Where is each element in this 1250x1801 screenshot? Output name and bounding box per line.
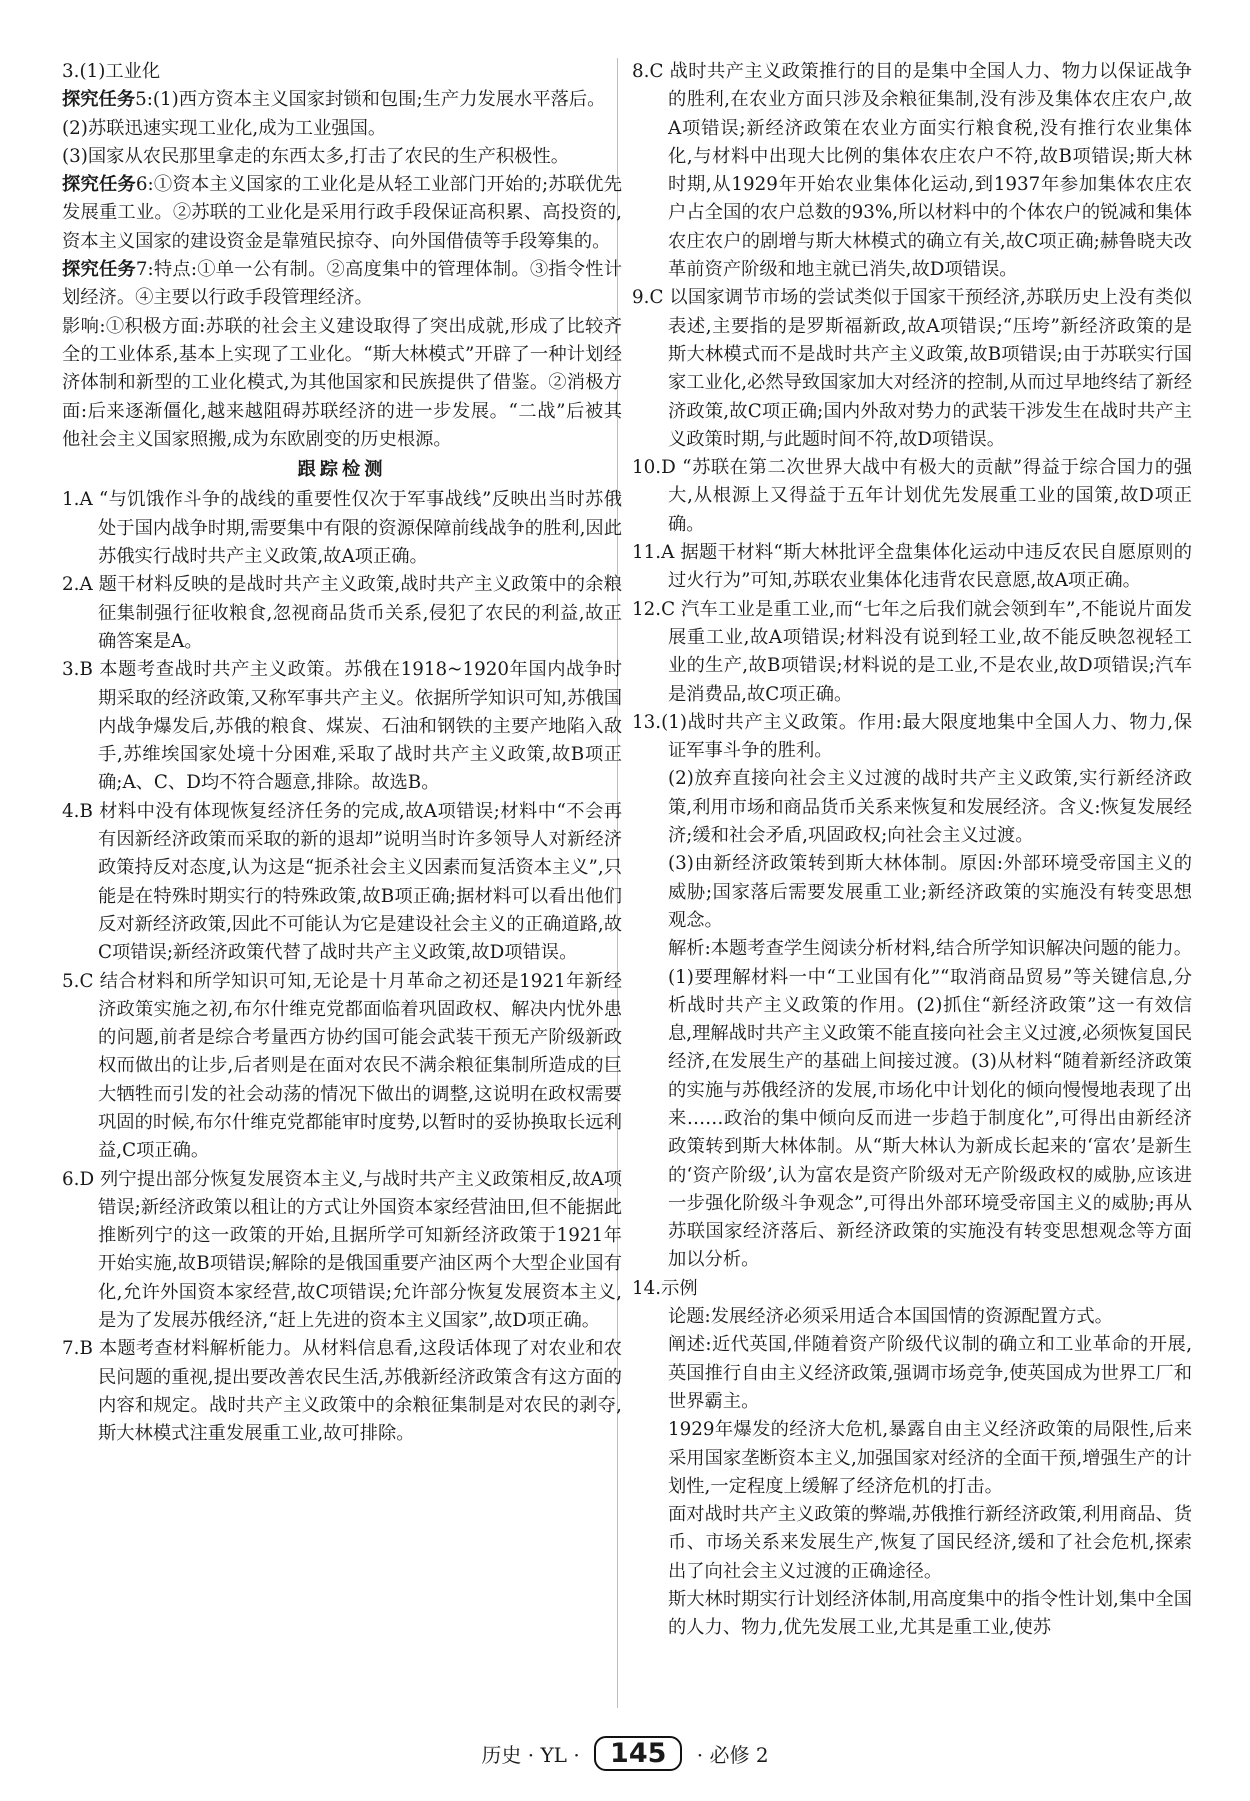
paragraph <box>632 1416 1192 1501</box>
paragraph-text: 面对战时共产主义政策的弊端,苏俄推行新经济政策,利用商品、货币、市场关系来发展生产,恢复了国民经济,缓和了社会危机,探索出了向社会主义过渡的正确途径。 <box>668 1504 1192 1582</box>
right-column <box>632 58 1192 1643</box>
paragraph <box>62 86 622 114</box>
paragraph <box>62 58 622 86</box>
paragraph-text: 斯大林时期实行计划经济体制,用高度集中的指令性计划,集中全国的人力、物力,优先发展工业,尤其是重工业,使苏 <box>668 1589 1192 1639</box>
paragraph-text: 5:(1)西方资本主义国家封锁和包围;生产力发展水平落后。 <box>135 89 606 111</box>
paragraph <box>632 539 1192 596</box>
task-label: 探究任务 <box>62 89 136 111</box>
paragraph <box>62 256 622 313</box>
paragraph-text: 7:特点:①单一公有制。②高度集中的管理体制。③指令性计划经济。④主要以行政手段管理经济。 <box>62 259 623 309</box>
paragraph <box>632 1275 1192 1303</box>
paragraph <box>632 709 1192 766</box>
paragraph <box>62 143 622 171</box>
paragraph <box>632 765 1192 850</box>
left-column <box>62 58 622 1449</box>
paragraph-text: (2)苏联迅速实现工业化,成为工业强国。 <box>62 117 387 139</box>
paragraph <box>62 798 622 968</box>
paragraph <box>632 596 1192 709</box>
paragraph <box>62 571 622 656</box>
paragraph-text: 13.(1)战时共产主义政策。作用:最大限度地集中全国人力、物力,保证军事斗争的胜利。 <box>632 711 1192 762</box>
paragraph <box>632 284 1192 454</box>
paragraph-text: 3.B 本题考查战时共产主义政策。苏俄在1918~1920年国内战争时期采取的经济政策,又称军事共产主义。依据所学知识可知,苏俄国内战争爆发后,苏俄的粮食、煤炭、石油和钢铁的主要产地陷入敌手,苏维埃国家处境十分困难,采取了战时共产主义政策,故B项正确;A、C、D均不符合题意,排除。故选B。 <box>62 659 622 794</box>
paragraph-text: 阐述:近代英国,伴随着资产阶级代议制的确立和工业革命的开展,英国推行自由主义经济政策,强调市场竞争,使英国成为世界工厂和世界霸主。 <box>668 1334 1192 1412</box>
paragraph <box>62 968 622 1166</box>
paragraph-text: 12.C 汽车工业是重工业,而“七年之后我们就会领到车”,不能说片面发展重工业,故A项错误;材料没有说到轻工业,故不能反映忽视轻工业的生产,故B项错误;材料说的是工业,不是农业,故D项错误;汽车是消费品,故C项正确。 <box>632 598 1192 705</box>
paragraph <box>62 313 622 454</box>
paragraph-text: (3)由新经济政策转到斯大林体制。原因:外部环境受帝国主义的威胁;国家落后需要发展重工业;新经济政策的实施没有转变思想观念。 <box>668 853 1192 931</box>
paragraph-text: 10.D “苏联在第二次世界大战中有极大的贡献”得益于综合国力的强大,从根源上又得益于五年计划优先发展重工业的国策,故D项正确。 <box>632 457 1192 535</box>
footer-book: · 必修 2 <box>696 1743 769 1767</box>
paragraph-text: 1929年爆发的经济大危机,暴露自由主义经济政策的局限性,后来采用国家垄断资本主义,加强国家对经济的全面干预,增强生产的计划性,一定程度上缓解了经济危机的打击。 <box>668 1419 1192 1497</box>
paragraph <box>632 454 1192 539</box>
paragraph-text: 1.A “与饥饿作斗争的战线的重要性仅次于军事战线”反映出当时苏俄处于国内战争时期,需要集中有限的资源保障前线战争的胜利,因此苏俄实行战时共产主义政策,故A项正确。 <box>62 489 622 568</box>
paragraph-text: (3)国家从农民那里拿走的东西太多,打击了农民的生产积极性。 <box>62 145 570 167</box>
paragraph-text: 3.(1)工业化 <box>62 61 161 82</box>
paragraph-text: 6:①资本主义国家的工业化是从轻工业部门开始的;苏联优先发展重工业。②苏联的工业化是采用行政手段保证高积累、高投资的,资本主义国家的建设资金是靠殖民掠夺、向外国借债等手段筹集的。 <box>62 174 623 252</box>
paragraph-text: 8.C 战时共产主义政策推行的目的是集中全国人力、物力以保证战争的胜利,在农业方面只涉及余粮征集制,没有涉及集体农庄农户,故A项错误;新经济政策在农业方面实行粮食税,没有推行农业集体化,与材料中出现大比例的集体农庄农户不符,故B项错误;斯大林时期,从1929年开始农业集体化运动,到1937年参加集体农庄农户占全国的农户总数的93%,所以材料中的个体农户的锐减和集体农庄农户的剧增与斯大林模式的确立有关,故C项正确;赫鲁晓夫改革前资产阶级和地主就已消失,故D项错误。 <box>632 61 1192 281</box>
paragraph-text: 14.示例 <box>632 1277 698 1299</box>
paragraph <box>62 486 622 571</box>
paragraph-text: 解析:本题考查学生阅读分析材料,结合所学知识解决问题的能力。(1)要理解材料一中“工业国有化”“取消商品贸易”等关键信息,分析战时共产主义政策的作用。(2)抓住“新经济政策”这一有效信息,理解战时共产主义政策不能直接向社会主义过渡,必须恢复国民经济,在发展生产的基础上间接过渡。(3)从材料“随着新经济政策的实施与苏俄经济的发展,市场化中计划化的倾向慢慢地表现了出来……政治的集中倾向反而进一步趋于制度化”,可得出由新经济政策转到斯大林体制。从“斯大林认为新成长起来的‘富农’是新生的‘资产阶级’,认为富农是资产阶级对无产阶级政权的威胁,应该进一步强化阶级斗争观念”,可得出外部环境受帝国主义的威胁;再从苏联国家经济落后、新经济政策的实施没有转变思想观念等方面加以分析。 <box>668 938 1192 1271</box>
footer-subject: 历史 · YL · <box>481 1743 580 1767</box>
task-label: 探究任务 <box>62 259 136 281</box>
paragraph <box>62 115 622 143</box>
paragraph <box>632 1331 1192 1416</box>
paragraph-text: 2.A 题干材料反映的是战时共产主义政策,战时共产主义政策中的余粮征集制强行征收粮食,忽视商品货币关系,侵犯了农民的利益,故正确答案是A。 <box>62 574 622 652</box>
paragraph <box>62 171 622 256</box>
paragraph <box>632 1501 1192 1586</box>
paragraph-text: (2)放弃直接向社会主义过渡的战时共产主义政策,实行新经济政策,利用市场和商品货币关系来恢复和发展经济。含义:恢复发展经济;缓和社会矛盾,巩固政权;向社会主义过渡。 <box>668 768 1192 847</box>
page-footer <box>0 1736 1250 1771</box>
paragraph-text: 9.C 以国家调节市场的尝试类似于国家干预经济,苏联历史上没有类似表述,主要指的是罗斯福新政,故A项错误;“压垮”新经济政策的是斯大林模式而不是战时共产主义政策,故B项错误;由于苏联实行国家工业化,必然导致国家加大对经济的控制,从而过早地终结了新经济政策,故C项正确;国内外敌对势力的武装干涉发生在战时共产主义政策时期,与此题时间不符,故D项错误。 <box>632 287 1192 450</box>
paragraph-text: 7.B 本题考查材料解析能力。从材料信息看,这段话体现了对农业和农民问题的重视,提出要改善农民生活,苏俄新经济政策含有这方面的内容和规定。战时共产主义政策中的余粮征集制是对农民的剥夺,斯大林模式注重发展重工业,故可排除。 <box>62 1338 622 1445</box>
task-label: 探究任务 <box>62 174 136 196</box>
paragraph-text: 6.D 列宁提出部分恢复发展资本主义,与战时共产主义政策相反,故A项错误;新经济政策以租让的方式让外国资本家经营油田,但不能据此推断列宁的这一政策的开始,且据所学可知新经济政策于1921年开始实施,故B项错误;解除的是俄国重要产油区两个大型企业国有化,允许外国资本家经营,故C项错误;允许部分恢复发展资本主义,是为了发展苏俄经济,“赶上先进的资本主义国家”,故D项正确。 <box>62 1168 622 1332</box>
paragraph <box>62 656 622 797</box>
paragraph <box>62 1166 622 1336</box>
paragraph-text: 4.B 材料中没有体现恢复经济任务的完成,故A项错误;材料中“不会再有因新经济政策而采取的新的退却”说明当时许多领导人对新经济政策持反对态度,认为这是“扼杀社会主义因素而复活资本主义”,只能是在特殊时期实行的特殊政策,故B项正确;据材料可以看出他们反对新经济政策,因此不可能认为它是建设社会主义的正确道路,故C项错误;新经济政策代替了战时共产主义政策,故D项错误。 <box>62 800 622 964</box>
paragraph-text: 11.A 据题干材料“斯大林批评全盘集体化运动中违反农民自愿原则的过火行为”可知,苏联农业集体化违背农民意愿,故A项正确。 <box>632 542 1192 592</box>
paragraph <box>632 850 1192 935</box>
paragraph <box>632 1586 1192 1643</box>
paragraph <box>632 58 1192 284</box>
paragraph-text: 5.C 结合材料和所学知识可知,无论是十月革命之初还是1921年新经济政策实施之初,布尔什维克党都面临着巩固政权、解决内忧外患的问题,前者是综合考量西方协约国可能会武装干预无产阶级新政权而做出的让步,后者则是在面对农民不满余粮征集制所造成的巨大牺牲而引发的社会动荡的情况下做出的调整,这说明在政权需要巩固的时候,布尔什维克党都能审时度势,以暂时的妥协换取长远利益,C项正确。 <box>62 970 622 1162</box>
page-number: 145 <box>594 1736 682 1771</box>
section-title: 跟踪检测 <box>297 459 387 481</box>
paragraph-text: 影响:①积极方面:苏联的社会主义建设取得了突出成就,形成了比较齐全的工业体系,基本上实现了工业化。“斯大林模式”开辟了一种计划经济体制和新型的工业化模式,为其他国家和民族提供了借鉴。②消极方面:后来逐渐僵化,越来越阻碍苏联经济的进一步发展。“二战”后被其他社会主义国家照搬,成为东欧剧变的历史根源。 <box>62 315 622 450</box>
paragraph <box>632 1303 1192 1331</box>
paragraph-text: 论题:发展经济必须采用适合本国国情的资源配置方式。 <box>668 1306 1113 1328</box>
paragraph <box>632 935 1192 1275</box>
paragraph <box>62 1335 622 1448</box>
